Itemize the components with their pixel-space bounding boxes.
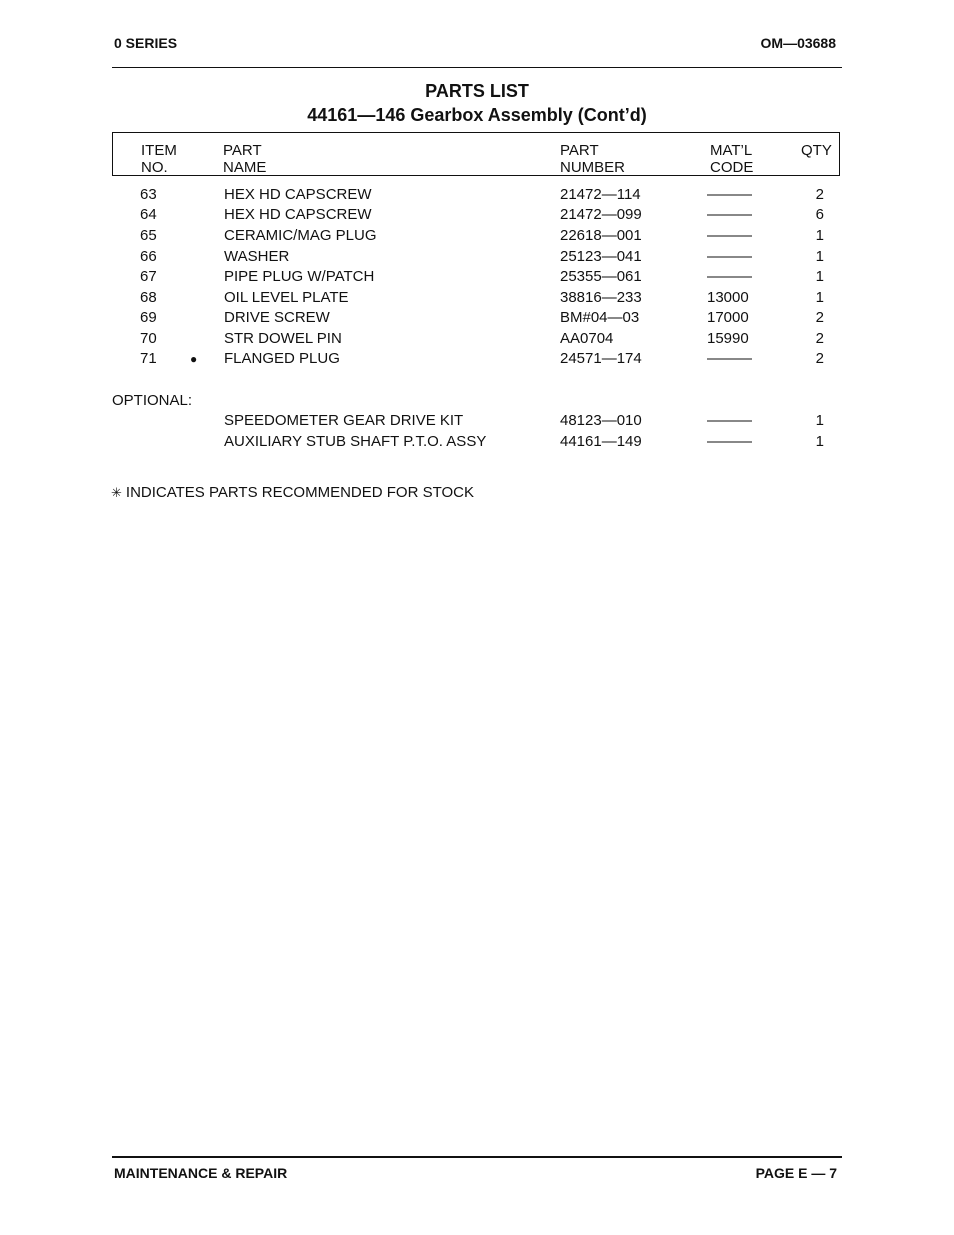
item-number: 63 [140,186,157,203]
material-code: ——— [707,186,752,203]
material-code: 17000 [707,309,749,326]
item-number: 66 [140,248,157,265]
item-number: 65 [140,227,157,244]
part-number: 48123—010 [560,412,642,429]
bullet-marker: ● [190,352,198,366]
part-name: PIPE PLUG W/PATCH [224,268,375,285]
part-number: BM#04—03 [560,309,640,326]
page-number: PAGE E — 7 [755,1165,837,1181]
column-header-item: ITEM NO. [141,142,177,176]
table-row [0,248,954,268]
section-label: MAINTENANCE & REPAIR [114,1165,288,1181]
table-row [0,412,954,432]
quantity: 2 [815,330,824,347]
part-name: AUXILIARY STUB SHAFT P.T.O. ASSY [224,433,487,450]
item-number: 68 [140,289,157,306]
part-number: 44161—149 [560,433,642,450]
part-name: DRIVE SCREW [224,309,330,326]
part-name: WASHER [224,248,290,265]
material-code: ——— [707,412,752,429]
quantity: 1 [815,433,824,450]
stock-footnote [111,484,474,501]
item-number: 64 [140,206,157,223]
footer-rule [112,1156,842,1158]
optional-label: OPTIONAL: [112,392,193,409]
material-code: ——— [707,206,752,223]
material-code: 13000 [707,289,749,306]
column-header-part-name: PART NAME [223,142,267,176]
table-row [0,350,954,370]
quantity: 6 [815,206,824,223]
material-code: 15990 [707,330,749,347]
footnote-text: INDICATES PARTS RECOMMENDED FOR STOCK [125,484,474,501]
column-header-qty: QTY [801,142,832,159]
material-code: ——— [707,433,752,450]
part-number: 25123—041 [560,248,642,265]
part-number: 21472—099 [560,206,642,223]
quantity: 2 [815,186,824,203]
page-title: PARTS LIST [425,81,529,101]
quantity: 1 [815,412,824,429]
item-number: 71 [140,350,157,367]
part-name: CERAMIC/MAG PLUG [224,227,377,244]
material-code: ——— [707,227,752,244]
part-number: 24571—174 [560,350,642,367]
series-label: 0 SERIES [114,35,178,51]
table-row [0,227,954,247]
part-name: FLANGED PLUG [224,350,340,367]
quantity: 1 [815,227,824,244]
quantity: 1 [815,289,824,306]
material-code: ——— [707,350,752,367]
column-header-mat-code: MAT’L CODE [710,142,754,176]
column-header-box [112,132,840,176]
part-name: HEX HD CAPSCREW [224,186,372,203]
table-row [0,433,954,453]
item-number: 70 [140,330,157,347]
part-name: SPEEDOMETER GEAR DRIVE KIT [224,412,464,429]
quantity: 1 [815,268,824,285]
document-number: OM—03688 [760,35,836,51]
quantity: 2 [815,309,824,326]
item-number: 69 [140,309,157,326]
part-number: AA0704 [560,330,614,347]
material-code: ——— [707,268,752,285]
table-row [0,186,954,206]
column-header-part-number: PART NUMBER [560,142,626,176]
assembly-title: 44161—146 Gearbox Assembly (Cont’d) [307,105,647,125]
item-number: 67 [140,268,157,285]
table-row [0,289,954,309]
material-code: ——— [707,248,752,265]
table-row [0,268,954,288]
quantity: 2 [815,350,824,367]
part-name: HEX HD CAPSCREW [224,206,372,223]
table-row [0,309,954,329]
header-rule [112,67,842,68]
part-name: STR DOWEL PIN [224,330,342,347]
part-name: OIL LEVEL PLATE [224,289,349,306]
table-row [0,330,954,350]
asterisk-icon: ✳ [111,485,122,500]
table-row [0,206,954,226]
part-number: 22618—001 [560,227,642,244]
part-number: 25355—061 [560,268,642,285]
part-number: 21472—114 [560,186,641,203]
part-number: 38816—233 [560,289,642,306]
quantity: 1 [815,248,824,265]
